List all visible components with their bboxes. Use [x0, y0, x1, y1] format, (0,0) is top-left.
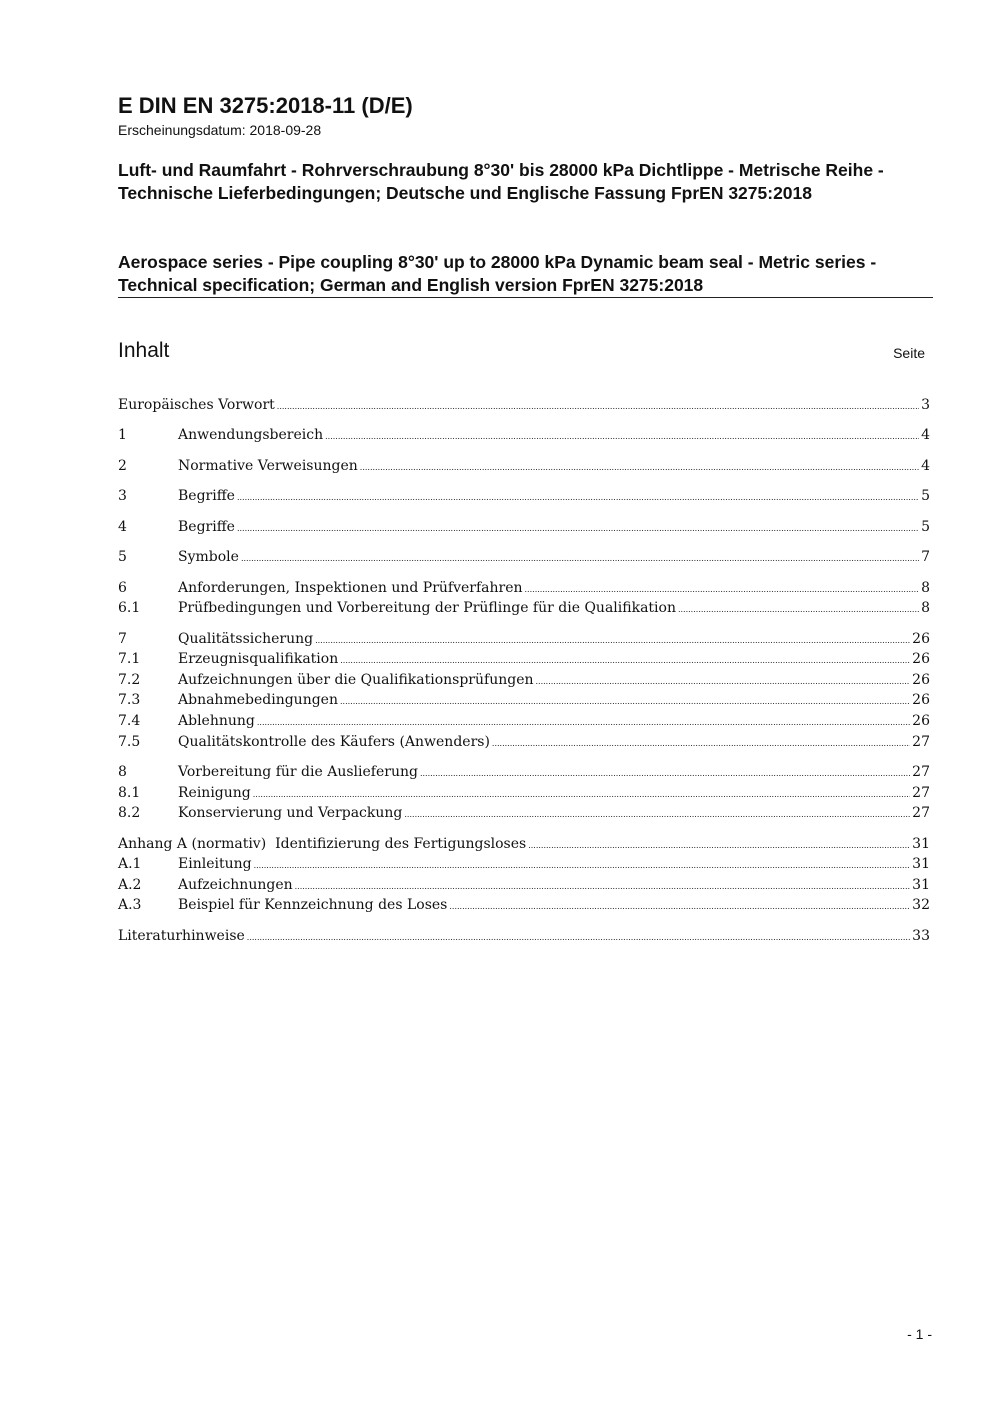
- toc-entry[interactable]: [118, 517, 930, 537]
- toc-leader-dots: [295, 877, 911, 897]
- toc-entry-page: 7: [921, 549, 930, 565]
- toc-entry-title: Aufzeichnungen über die Qualifikationsprüfungen: [178, 672, 534, 688]
- toc-leader-dots: [404, 805, 910, 825]
- toc-entry-title: Abnahmebedingungen: [178, 692, 338, 708]
- toc-entry-page: 27: [912, 785, 930, 801]
- toc-entry-title: Vorbereitung für die Auslieferung: [178, 764, 418, 780]
- toc-entry-page: 5: [921, 519, 930, 535]
- toc-leader-dots: [325, 427, 919, 447]
- toc-leader-dots: [254, 856, 911, 876]
- toc-leader-dots: [247, 928, 910, 948]
- toc-entry-number: 7.2: [118, 672, 141, 688]
- toc-entry-page: 26: [912, 651, 930, 667]
- toc-leader-dots: [237, 488, 919, 508]
- toc-entry[interactable]: [118, 854, 930, 874]
- toc-entry-page: 4: [921, 427, 930, 443]
- toc-entry-number: 8.2: [118, 805, 141, 821]
- toc-entry-page: 32: [912, 897, 930, 913]
- toc-leader-dots: [449, 897, 910, 917]
- toc-entry-title: Europäisches Vorwort: [118, 397, 275, 413]
- toc-entry-title: Prüfbedingungen und Vorbereitung der Prüflinge für die Qualifikation: [178, 600, 676, 616]
- toc-entry-number: 7: [118, 631, 127, 647]
- toc-entry-number: 2: [118, 458, 127, 474]
- toc-entry-page: 4: [921, 458, 930, 474]
- toc-entry-title: Reinigung: [178, 785, 251, 801]
- toc-entry-title: Ablehnung: [178, 713, 255, 729]
- toc-entry-page: 8: [921, 600, 930, 616]
- toc-entry-number: 1: [118, 427, 127, 443]
- toc-leader-dots: [492, 734, 910, 754]
- toc-entry-page: 31: [912, 856, 930, 872]
- toc-leader-dots: [253, 785, 910, 805]
- toc-leader-dots: [525, 580, 920, 600]
- toc-entry-page: 27: [912, 734, 930, 750]
- toc-leader-dots: [277, 397, 919, 417]
- toc-entry[interactable]: [118, 425, 930, 445]
- toc-entry-title: Einleitung: [178, 856, 252, 872]
- toc-entry-page: 31: [912, 877, 930, 893]
- page-number: - 1 -: [907, 1326, 932, 1342]
- toc-entry[interactable]: [118, 803, 930, 823]
- toc-entry-page: 5: [921, 488, 930, 504]
- toc-entry-title: Symbole: [178, 549, 239, 565]
- toc-entry-title: Qualitätskontrolle des Käufers (Anwenders): [178, 734, 490, 750]
- toc-entry[interactable]: [118, 629, 930, 649]
- toc-entry-page: 31: [912, 836, 930, 852]
- toc-entry-title: Anwendungsbereich: [178, 427, 324, 443]
- toc-leader-dots: [420, 764, 910, 784]
- toc-entry[interactable]: [118, 649, 930, 669]
- toc-leader-dots: [241, 549, 919, 569]
- toc-heading: Inhalt: [118, 339, 170, 362]
- toc-entry[interactable]: [118, 486, 930, 506]
- toc-entry-number: 8.1: [118, 785, 141, 801]
- toc-entry-number: 7.4: [118, 713, 141, 729]
- toc-entry-number: A.3: [118, 897, 142, 913]
- toc-entry-title: Anhang A (normativ) Identifizierung des Fertigungsloses: [118, 836, 527, 852]
- toc-entry-title: Qualitätssicherung: [178, 631, 314, 647]
- toc-leader-dots: [536, 672, 911, 692]
- toc-leader-dots: [360, 458, 919, 478]
- toc-leader-dots: [340, 692, 910, 712]
- toc-entry[interactable]: [118, 762, 930, 782]
- toc-entry-page: 26: [912, 692, 930, 708]
- toc-entry[interactable]: [118, 456, 930, 476]
- toc-leader-dots: [528, 836, 910, 856]
- toc-entry-page: 8: [921, 580, 930, 596]
- toc-entry[interactable]: [118, 732, 930, 752]
- toc-entry-title: Begriffe: [178, 488, 235, 504]
- toc-entry-page: 26: [912, 713, 930, 729]
- toc-entry-number: 7.1: [118, 651, 141, 667]
- toc-entry-title: Aufzeichnungen: [178, 877, 293, 893]
- toc-entry-title: Erzeugnisqualifikation: [178, 651, 339, 667]
- toc-leader-dots: [257, 713, 910, 733]
- toc-entry-number: 7.3: [118, 692, 141, 708]
- toc-entry-page: 27: [912, 805, 930, 821]
- toc-entry[interactable]: [118, 783, 930, 803]
- toc-entry-page: 26: [912, 672, 930, 688]
- header-divider: [118, 297, 933, 298]
- toc-entry-title: Anforderungen, Inspektionen und Prüfverfahren: [178, 580, 523, 596]
- toc-entry-number: 3: [118, 488, 127, 504]
- toc-entry-page: 3: [921, 397, 930, 413]
- toc-entry-number: 4: [118, 519, 127, 535]
- toc-entry-number: 6: [118, 580, 127, 596]
- toc-entry-page: 27: [912, 764, 930, 780]
- toc-leader-dots: [678, 600, 919, 620]
- toc-entry-title: Normative Verweisungen: [178, 458, 358, 474]
- toc-entry[interactable]: [118, 895, 930, 915]
- toc-entry[interactable]: [118, 670, 930, 690]
- toc-entry-number: 6.1: [118, 600, 141, 616]
- title-english: Aerospace series - Pipe coupling 8°30' up to 28000 kPa Dynamic beam seal - Metric series - Technical specification; German and English version FprEN 3275:2018: [118, 252, 877, 295]
- toc-page-column-label: Seite: [893, 345, 925, 361]
- toc-entry[interactable]: [118, 598, 930, 618]
- toc-entry-title: Begriffe: [178, 519, 235, 535]
- toc-entry-number: A.1: [118, 856, 142, 872]
- toc-entry[interactable]: [118, 547, 930, 567]
- toc-entry-title: Literaturhinweise: [118, 928, 245, 944]
- toc-entry[interactable]: [118, 578, 930, 598]
- toc-entry[interactable]: [118, 926, 930, 946]
- toc-leader-dots: [315, 631, 910, 651]
- toc-entry-number: 8: [118, 764, 127, 780]
- toc-entry[interactable]: [118, 395, 930, 415]
- toc-entry-number: 5: [118, 549, 127, 565]
- toc-leader-dots: [237, 519, 919, 539]
- toc-entry-number: A.2: [118, 877, 142, 893]
- toc-entry-page: 33: [912, 928, 930, 944]
- title-german: Luft- und Raumfahrt - Rohrverschraubung 8°30' bis 28000 kPa Dichtlippe - Metrische Reihe - Technische Lieferbedingungen; Deutsche und Englische Fassung FprEN 3275:2018: [118, 160, 884, 203]
- toc-entry[interactable]: [118, 711, 930, 731]
- toc-entry-title: Beispiel für Kennzeichnung des Loses: [178, 897, 448, 913]
- toc-entry[interactable]: [118, 875, 930, 895]
- toc-entry-number: 7.5: [118, 734, 141, 750]
- toc-entry[interactable]: [118, 834, 930, 854]
- toc-entry-page: 26: [912, 631, 930, 647]
- publication-date: Erscheinungsdatum: 2018-09-28: [118, 122, 322, 138]
- toc-entry[interactable]: [118, 690, 930, 710]
- toc-leader-dots: [340, 651, 910, 671]
- toc-entry-title: Konservierung und Verpackung: [178, 805, 403, 821]
- document-id: E DIN EN 3275:2018-11 (D/E): [118, 93, 413, 118]
